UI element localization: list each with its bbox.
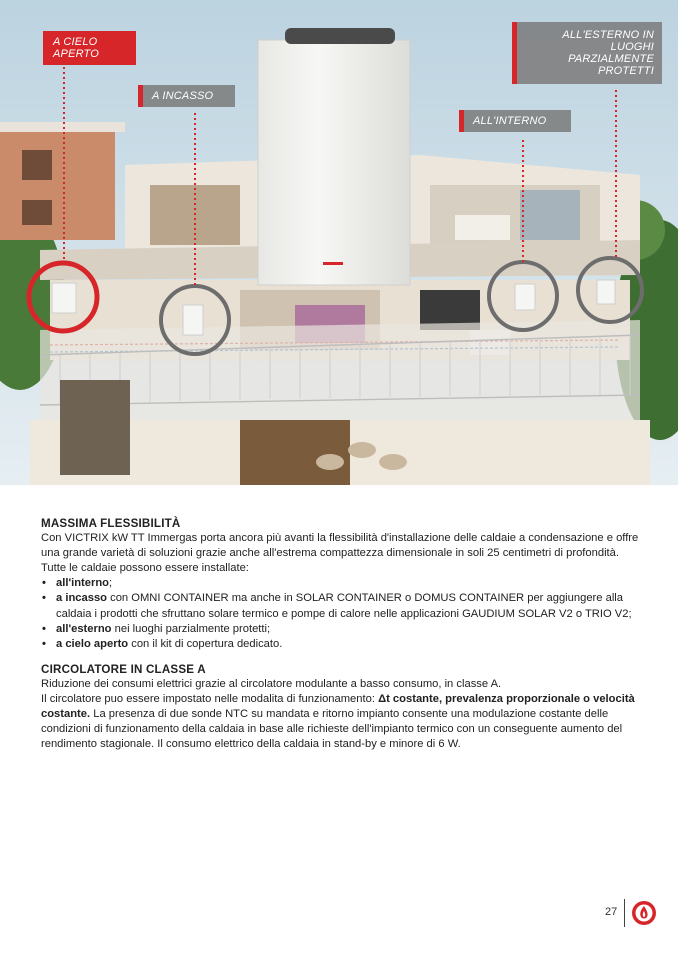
list-item-text: ; [109, 577, 113, 590]
section-intro: Con VICTRIX kW TT Immergas porta ancora più avanti la flessibilità d'installazione delle caldaie a condensazione e offre una grande varietà di soluzioni grazie anche all'estrema compattezza dimensionale in soli 25 centimetri di profondità. Tutte le caldaie possono essere installate: [41, 532, 639, 575]
article-body [41, 516, 641, 752]
list-item-bold: a incasso [56, 592, 107, 605]
flame-logo-icon [631, 900, 657, 931]
paragraph-bold: Δt costante, prevalenza proporzionale o velocità costante. [41, 693, 635, 721]
callout-all-esterno [512, 22, 662, 84]
list-item-text: con il kit di copertura dedicato. [128, 637, 283, 650]
list-item-bold: a cielo aperto [56, 637, 129, 650]
list-item-text: nei luoghi parzialmente protetti; [111, 622, 271, 635]
callout-label: ALL'ESTERNO IN LUOGHI PARZIALMENTE PROTETTI [562, 29, 654, 77]
section-paragraph [41, 692, 641, 752]
section-line-1: Riduzione dei consumi elettrici grazie al circolatore modulante a basso consumo, in classe A. [41, 677, 502, 690]
section-title: CIRCOLATORE IN CLASSE A [41, 662, 206, 676]
list-item [41, 622, 641, 637]
list-item [41, 576, 641, 591]
section-massima-flessibilita [41, 516, 641, 652]
callout-all-interno [459, 110, 571, 132]
installation-list [41, 576, 641, 651]
paragraph-end: La presenza di due sonde NTC su mandata e ritorno impianto consente una modulazione costante delle condizioni di funzionamento della caldaia in base alle richieste dell'impianto termico con un conseguente aumento del rendimento stagionale. Il consumo elettrico della caldaia in stand-by e minore di 6 W. [41, 708, 623, 751]
list-item [41, 591, 641, 621]
callout-a-cielo-aperto [43, 31, 136, 65]
callout-label: A CIELO APERTO [53, 36, 100, 60]
section-title: MASSIMA FLESSIBILITÀ [41, 517, 181, 530]
callout-a-incasso [138, 85, 235, 107]
callout-label: A INCASSO [152, 90, 214, 102]
list-item-bold: all'interno [56, 577, 110, 590]
list-item-bold: all'esterno [56, 622, 112, 635]
callout-label: ALL'INTERNO [473, 115, 547, 127]
page-number: 27 [605, 906, 618, 918]
list-item-text: con OMNI CONTAINER ma anche in SOLAR CONTAINER o DOMUS CONTAINER per aggiungere alla caldaia i prodotti che sfruttano solare termico e pompe di calore nelle applicazioni GAUDIUM SOLAR V2 o TRIO V2; [56, 592, 632, 620]
list-item [41, 637, 641, 652]
paragraph-start: Il circolatore puo essere impostato nelle modalita di funzionamento: [41, 693, 379, 706]
section-circolatore [41, 662, 641, 753]
footer-divider [624, 899, 625, 927]
